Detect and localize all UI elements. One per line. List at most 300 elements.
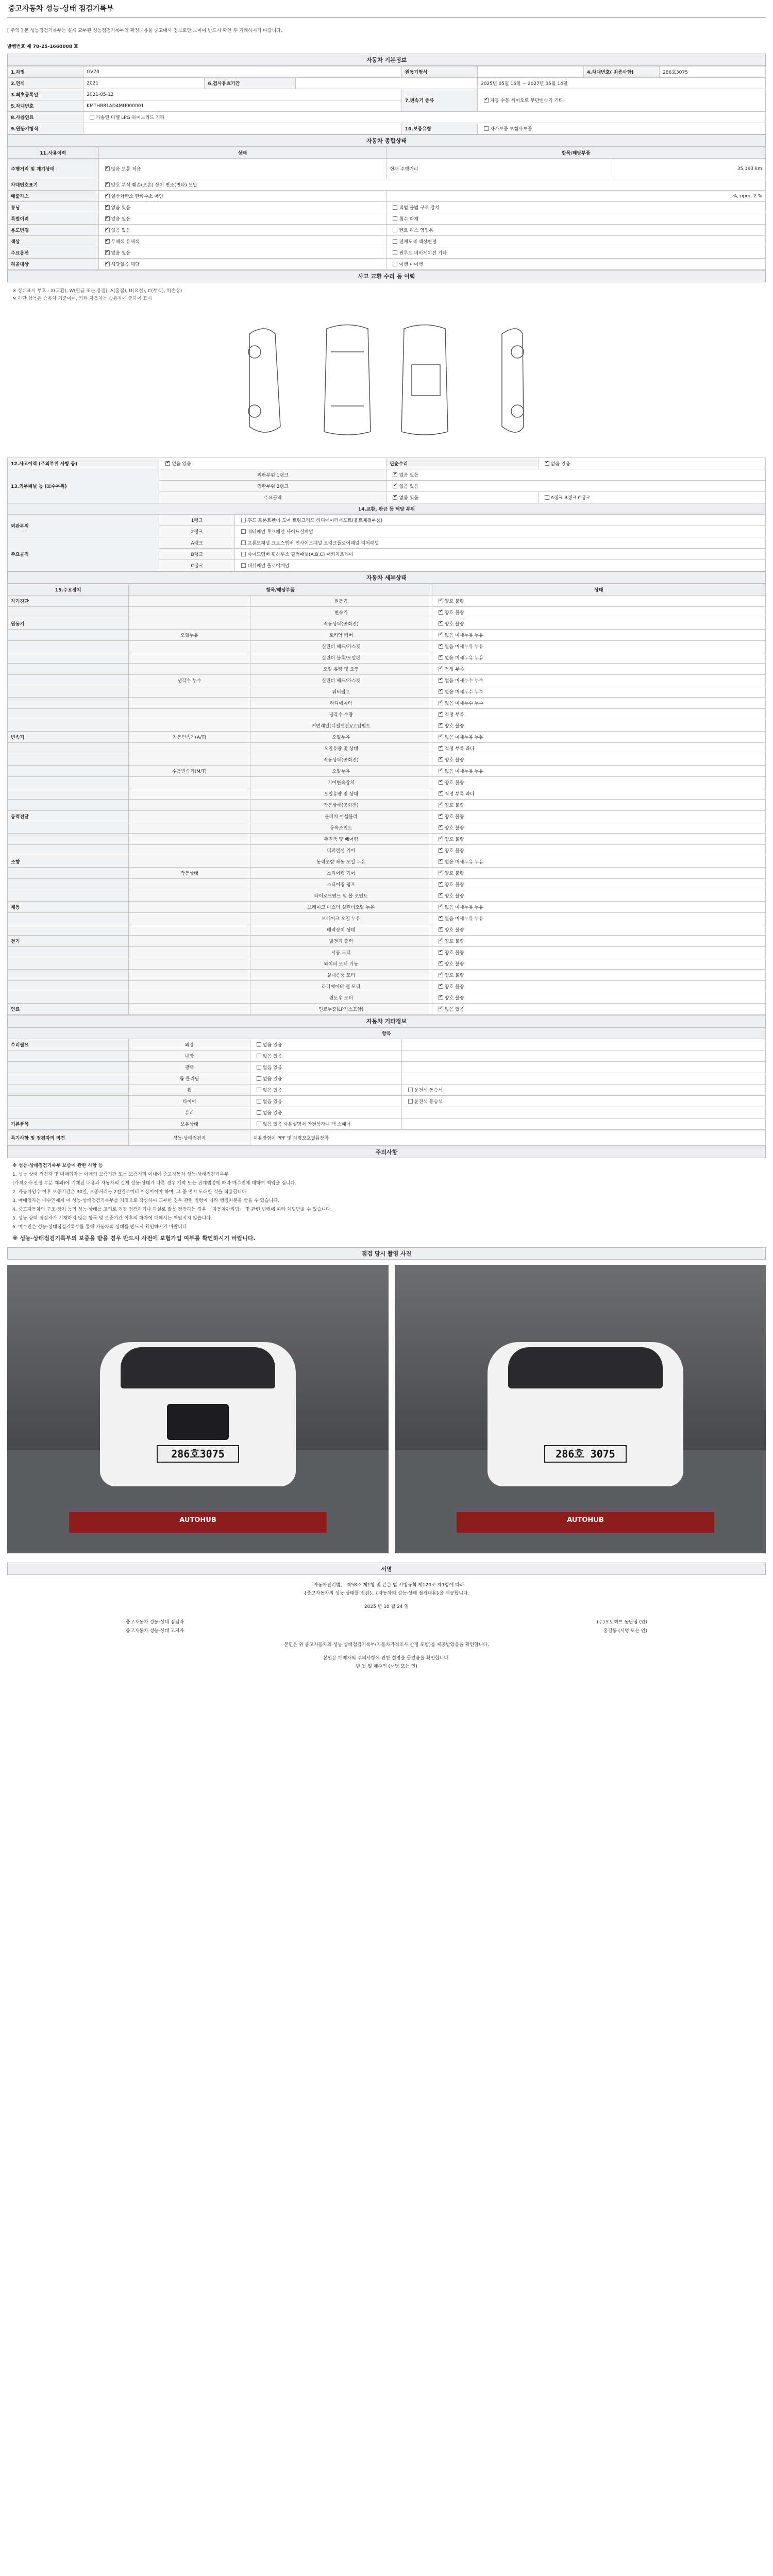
general-state: 없음 있음 bbox=[111, 217, 131, 222]
checkbox[interactable] bbox=[439, 893, 443, 898]
value-fuel bbox=[83, 112, 766, 123]
detail-state: 없음 미세누유 누유 bbox=[444, 905, 484, 910]
checkbox[interactable] bbox=[439, 769, 443, 773]
other-group bbox=[8, 1107, 129, 1118]
label-year: 2.연식 bbox=[8, 78, 83, 89]
value-vin: KMTHB81AD4MU000001 bbox=[83, 100, 402, 112]
detail-item: 발전기 출력 bbox=[250, 936, 432, 947]
checkbox[interactable] bbox=[393, 484, 397, 488]
general-head-usage: 11.사용이력 bbox=[8, 147, 99, 159]
detail-sub bbox=[129, 936, 250, 947]
detail-row bbox=[8, 879, 766, 890]
detail-state: 없음 미세누수 누수 bbox=[444, 690, 484, 695]
detail-row bbox=[8, 834, 766, 845]
value-year: 2021 bbox=[83, 78, 205, 89]
detail-row bbox=[8, 698, 766, 709]
detail-state: 양호 불량 bbox=[444, 781, 464, 786]
basic-info-table bbox=[7, 66, 766, 134]
detail-item: 동력조향 작동 오일 누유 bbox=[250, 856, 432, 868]
detail-state: 양호 불량 bbox=[444, 894, 464, 899]
detail-item: 추진축 및 베어링 bbox=[250, 834, 432, 845]
section-title-notes: 주의사항 bbox=[7, 1146, 766, 1158]
checkbox[interactable] bbox=[393, 472, 397, 477]
other-group bbox=[8, 1096, 129, 1107]
legend-line: ※ 상태표시 부호 : X(교환), W(판금 또는 용접), A(흠집), U(요철), C(부식), T(손상) bbox=[12, 289, 182, 294]
detail-sub bbox=[129, 992, 250, 1004]
detail-row bbox=[8, 664, 766, 675]
general-state: 무채색 유채색 bbox=[111, 240, 140, 245]
document-title: 중고자동차 성능·상태 점검기록부 bbox=[7, 0, 766, 18]
checkbox[interactable] bbox=[165, 461, 170, 466]
other-section bbox=[7, 1015, 766, 1146]
checkbox[interactable] bbox=[257, 1110, 261, 1115]
label-engine-type: 원동기형식 bbox=[401, 66, 477, 78]
checkbox[interactable] bbox=[105, 166, 110, 171]
detail-sub bbox=[129, 686, 250, 698]
other-state: 없음 있음 bbox=[262, 1043, 282, 1048]
detail-sub bbox=[129, 913, 250, 924]
general-head-state: 상태 bbox=[98, 147, 386, 159]
detail-item: 실내송풍 모터 bbox=[250, 970, 432, 981]
detail-group bbox=[8, 698, 129, 709]
general-note: 썬루프 네비게이션 기타 bbox=[399, 251, 447, 256]
detail-group bbox=[8, 970, 129, 981]
detail-group bbox=[8, 743, 129, 754]
checkbox[interactable] bbox=[439, 848, 443, 853]
mileage-value: 35,193 km bbox=[614, 159, 765, 179]
detail-group: 연료 bbox=[8, 1004, 129, 1015]
detail-sub bbox=[129, 1004, 250, 1015]
value-first-registration: 2021-05-12 bbox=[83, 89, 402, 100]
detail-row bbox=[8, 709, 766, 720]
value-inspection-validity: 2025년 05월 15일 ~ 2027년 05월 14일 bbox=[478, 78, 766, 89]
accident-table bbox=[7, 457, 766, 571]
other-item: 휠 bbox=[129, 1084, 250, 1096]
detail-item: 커먼레일(디젤엔진)/고압펌프 bbox=[250, 720, 432, 732]
general-state: 많음 보통 적음 bbox=[111, 167, 141, 172]
checkbox[interactable] bbox=[393, 239, 397, 244]
checkbox[interactable] bbox=[439, 689, 443, 694]
checkbox[interactable] bbox=[105, 216, 110, 221]
detail-sub: 작동상태 bbox=[129, 868, 250, 879]
checkbox[interactable] bbox=[393, 205, 397, 210]
other-table bbox=[7, 1027, 766, 1130]
detail-row bbox=[8, 1004, 766, 1015]
detail-row bbox=[8, 720, 766, 732]
checkbox[interactable] bbox=[545, 495, 549, 500]
checkbox[interactable] bbox=[439, 791, 443, 796]
sign-line: {중고자동차의 성능·상태를 점검}, {자동차의 성능·상태 점검내용}을 제공합니다. bbox=[304, 1591, 469, 1596]
general-label: 리콜대상 bbox=[8, 259, 99, 270]
value-warranty bbox=[478, 123, 766, 134]
notifier-sign: 홍길동 (서명 또는 인) bbox=[603, 1629, 647, 1634]
detail-state: 양호 불량 bbox=[444, 803, 464, 808]
detail-item: 오일유량 및 상태 bbox=[250, 743, 432, 754]
panel-value: 없음 있음 bbox=[399, 473, 419, 478]
note-item: 5. 성능·상태 점검자가 기재하지 않은 항목 및 보증기간 이후의 하자에 대해서는 책임지지 않습니다. bbox=[12, 1216, 212, 1221]
panel-side: 주요골격 bbox=[8, 537, 159, 571]
checkbox[interactable] bbox=[439, 655, 443, 660]
panel-sub: 외판부위 1랭크 bbox=[159, 469, 386, 481]
general-label: 주행거리 및 계기상태 bbox=[8, 159, 99, 179]
panel-rank: C랭크 bbox=[159, 560, 235, 571]
detail-item: 기어변속장치 bbox=[250, 777, 432, 788]
panel-side: 외판부위 bbox=[8, 515, 159, 537]
detail-section bbox=[7, 571, 766, 1015]
detail-state: 적정 부족 bbox=[444, 713, 464, 718]
detail-group bbox=[8, 607, 129, 618]
general-head-items: 항목/해당부품 bbox=[386, 147, 766, 159]
car-diagram bbox=[7, 303, 766, 457]
checkbox[interactable] bbox=[105, 205, 110, 210]
checkbox[interactable] bbox=[545, 461, 549, 466]
detail-row bbox=[8, 675, 766, 686]
detail-sub bbox=[129, 743, 250, 754]
label-inspection-validity: 6.검사유효기간 bbox=[205, 78, 296, 89]
detail-item: 오일누유 bbox=[250, 732, 432, 743]
value-engine-type bbox=[478, 66, 584, 78]
checkbox[interactable] bbox=[105, 250, 110, 255]
checkbox[interactable] bbox=[90, 115, 94, 120]
detail-group bbox=[8, 981, 129, 992]
notes-body bbox=[7, 1158, 766, 1247]
detail-state: 양호 불량 bbox=[444, 996, 464, 1001]
checkbox[interactable] bbox=[439, 995, 443, 1000]
general-label: 주요옵션 bbox=[8, 247, 99, 259]
general-note: 이행 미이행 bbox=[399, 262, 423, 267]
detail-row bbox=[8, 970, 766, 981]
detail-state: 없음 미세누수 누수 bbox=[444, 679, 484, 684]
section-title-detail: 자동차 세부상태 bbox=[7, 571, 766, 584]
detail-state: 적정 부족 과다 bbox=[444, 747, 475, 752]
other-item: 외장 bbox=[129, 1039, 250, 1050]
checkbox[interactable] bbox=[105, 239, 110, 244]
other-item: 룸 클리닝 bbox=[129, 1073, 250, 1084]
checkbox[interactable] bbox=[439, 905, 443, 909]
checkbox[interactable] bbox=[439, 723, 443, 728]
checkbox[interactable] bbox=[393, 228, 397, 232]
front-photo bbox=[7, 1265, 389, 1553]
detail-item: 브레이크 마스터 실린더오일 누유 bbox=[250, 902, 432, 913]
detail-sub bbox=[129, 788, 250, 800]
detail-state: 양호 불량 bbox=[444, 849, 464, 854]
panel-rank: 2랭크 bbox=[159, 526, 235, 537]
detail-sub bbox=[129, 834, 250, 845]
detail-head-device: 15.주요장치 bbox=[8, 584, 129, 596]
detail-row bbox=[8, 890, 766, 902]
detail-state: 양호 불량 bbox=[444, 826, 464, 831]
checkbox[interactable] bbox=[241, 540, 246, 545]
checkbox[interactable] bbox=[484, 98, 489, 103]
checkbox[interactable] bbox=[439, 712, 443, 717]
rear-photo bbox=[395, 1265, 766, 1553]
checkbox[interactable] bbox=[439, 939, 443, 943]
checkbox[interactable] bbox=[393, 495, 397, 500]
detail-group bbox=[8, 664, 129, 675]
detail-sub bbox=[129, 607, 250, 618]
notes-bold: ※ 성능·상태점검기록부의 보증을 받을 경우 반드시 사전에 보험가입 여부를 확인하시기 바랍니다. bbox=[12, 1235, 256, 1242]
car-rear-image bbox=[488, 1342, 683, 1486]
checkbox[interactable] bbox=[439, 701, 443, 705]
general-note: 침수 화재 bbox=[399, 217, 419, 222]
detail-sub: 자동변속기(A/T) bbox=[129, 732, 250, 743]
checkbox[interactable] bbox=[439, 678, 443, 683]
detail-row bbox=[8, 630, 766, 641]
detail-sub: 오일누유 bbox=[129, 630, 250, 641]
detail-item: 변속기 bbox=[250, 607, 432, 618]
other-group: 수리필요 bbox=[8, 1039, 129, 1050]
detail-item: 냉각수 수량 bbox=[250, 709, 432, 720]
detail-group bbox=[8, 788, 129, 800]
panel-parts: 사이드멤버 휠하우스 필러패널(A,B,C) 패키지트레이 bbox=[247, 552, 354, 557]
detail-sub bbox=[129, 890, 250, 902]
panel-parts: 프론트패널 크로스멤버 인사이드패널 트렁크플로어패널 리어패널 bbox=[247, 541, 379, 546]
general-label: 색상 bbox=[8, 236, 99, 247]
panel-value: 없음 있음 bbox=[399, 484, 419, 489]
checkbox[interactable] bbox=[439, 871, 443, 875]
section-title-other: 자동차 기타정보 bbox=[7, 1015, 766, 1027]
checkbox[interactable] bbox=[439, 780, 443, 785]
panel-rank: A랭크 bbox=[159, 537, 235, 549]
checkbox[interactable] bbox=[439, 973, 443, 977]
detail-item: 오일누유 bbox=[250, 766, 432, 777]
checkbox[interactable] bbox=[439, 961, 443, 966]
checkbox[interactable] bbox=[439, 644, 443, 649]
general-state: 없음 있음 bbox=[111, 206, 131, 211]
detail-sub bbox=[129, 845, 250, 856]
checkbox[interactable] bbox=[105, 182, 110, 187]
detail-item: 실린더 블록/오일팬 bbox=[250, 652, 432, 664]
detail-item: 스티어링 기어 bbox=[250, 868, 432, 879]
detail-sub bbox=[129, 879, 250, 890]
issue-suffix: 호 bbox=[74, 44, 78, 49]
detail-row bbox=[8, 766, 766, 777]
checkbox[interactable] bbox=[439, 757, 443, 762]
section-title-accident: 사고 교환 수리 등 이력 bbox=[7, 270, 766, 282]
detail-group bbox=[8, 913, 129, 924]
detail-row bbox=[8, 992, 766, 1004]
checkbox[interactable] bbox=[257, 1099, 261, 1104]
detail-head-items: 항목/해당부품 bbox=[129, 584, 432, 596]
detail-sub bbox=[129, 754, 250, 766]
photos-section bbox=[7, 1247, 766, 1553]
detail-state: 양호 불량 bbox=[444, 599, 464, 604]
checkbox[interactable] bbox=[439, 859, 443, 864]
note-item: 1. 성능·상태 점검자 및 매매업자는 아래의 보증기간 또는 보증거리 이내에 중고자동차 성능·상태점검기록부 bbox=[12, 1172, 229, 1177]
general-state: 양호 부식 훼손(오손) 상이 변조(변타) 도말 bbox=[111, 183, 197, 188]
checkbox[interactable] bbox=[439, 746, 443, 751]
checkbox[interactable] bbox=[439, 803, 443, 807]
checkbox[interactable] bbox=[439, 633, 443, 637]
buyer-sign-line: 년 월 일 매수인 (서명 또는 인) bbox=[356, 1664, 417, 1669]
general-note: 렌트 리스 영업용 bbox=[399, 228, 434, 233]
other-group bbox=[8, 1073, 129, 1084]
checkbox[interactable] bbox=[257, 1042, 261, 1047]
other-state: 없음 있음 bbox=[262, 1065, 282, 1071]
checkbox[interactable] bbox=[439, 735, 443, 739]
detail-state: 양호 불량 bbox=[444, 622, 464, 627]
detail-state: 양호 불량 bbox=[444, 951, 464, 956]
detail-group: 조향 bbox=[8, 856, 129, 868]
general-state: 해당없음 해당 bbox=[111, 262, 140, 267]
note-item: 4. 중고자동차의 구조·장치 등의 성능·상태를 고의로 거짓 점검하거나 과실로 잘못 점검하는 경우 「자동차관리법」 및 관련 법령에 따라 처벌받을 수 있습니다. bbox=[12, 1207, 332, 1212]
detail-sub bbox=[129, 641, 250, 652]
detail-item: 배력장치 상태 bbox=[250, 924, 432, 936]
detail-group bbox=[8, 630, 129, 641]
detail-state: 없음 미세누유 누유 bbox=[444, 860, 484, 865]
checkbox[interactable] bbox=[105, 194, 110, 198]
accident-label: 12.사고이력 (주의부위 사항 등) bbox=[8, 458, 159, 469]
general-note: 현재 주행거리 bbox=[386, 159, 614, 179]
detail-row bbox=[8, 913, 766, 924]
checkbox[interactable] bbox=[241, 518, 246, 522]
detail-item: 오일유량 및 상태 bbox=[250, 788, 432, 800]
other-state: 없음 있음 bbox=[262, 1088, 282, 1093]
lift-logo: AUTOHUB bbox=[179, 1516, 216, 1524]
detail-row bbox=[8, 822, 766, 834]
checkbox[interactable] bbox=[439, 621, 443, 626]
detail-state: 없음 미세누유 누유 bbox=[444, 917, 484, 922]
detail-row bbox=[8, 754, 766, 766]
checkbox[interactable] bbox=[257, 1076, 261, 1081]
checkbox[interactable] bbox=[439, 1007, 443, 1011]
section-title-photos: 점검 당시 촬영 사진 bbox=[7, 1247, 766, 1260]
front-plate: 286호3075 bbox=[157, 1445, 239, 1463]
sign-body bbox=[7, 1575, 766, 1617]
detail-sub bbox=[129, 618, 250, 630]
checkbox[interactable] bbox=[439, 916, 443, 921]
detail-group bbox=[8, 992, 129, 1004]
checkbox[interactable] bbox=[241, 529, 246, 534]
checkbox[interactable] bbox=[408, 1088, 413, 1092]
other-state: 없음 있음 bbox=[262, 1111, 282, 1116]
checkbox[interactable] bbox=[257, 1122, 261, 1126]
detail-group bbox=[8, 686, 129, 698]
detail-group bbox=[8, 754, 129, 766]
checkbox[interactable] bbox=[439, 610, 443, 615]
detail-group bbox=[8, 652, 129, 664]
detail-row bbox=[8, 777, 766, 788]
detail-item: 디퍼렌셜 기어 bbox=[250, 845, 432, 856]
other-item: 타이어 bbox=[129, 1096, 250, 1107]
general-label: 튜닝 bbox=[8, 202, 99, 213]
checkbox[interactable] bbox=[439, 882, 443, 887]
checkbox[interactable] bbox=[241, 563, 246, 568]
general-state: 일산화탄소 탄화수소 매연 bbox=[111, 194, 163, 199]
detail-sub bbox=[129, 652, 250, 664]
detail-state: 없음 미세누유 누유 bbox=[444, 735, 484, 740]
sign-date: 2025 년 10 월 24 일 bbox=[364, 1604, 409, 1609]
buyer-confirm: 본인은 매매자의 주의사항에 관한 설명을 들었음을 확인합니다. bbox=[323, 1656, 450, 1661]
detail-state: 없음 미세누수 누수 bbox=[444, 701, 484, 706]
other-item: 내장 bbox=[129, 1050, 250, 1062]
note-item: 6. 매수인은 성능·상태점검기록부를 통해 자동차의 상태를 반드시 확인하시기 바랍니다. bbox=[12, 1225, 189, 1230]
checkbox[interactable] bbox=[439, 927, 443, 932]
checkbox[interactable] bbox=[257, 1065, 261, 1070]
detail-sub bbox=[129, 981, 250, 992]
lift-logo: AUTOHUB bbox=[567, 1516, 604, 1524]
detail-row bbox=[8, 856, 766, 868]
checkbox[interactable] bbox=[439, 667, 443, 671]
general-note: %, ppm, 2 % bbox=[386, 191, 766, 202]
panel-parts: 대쉬패널 플로어패널 bbox=[247, 564, 290, 569]
detail-state: 양호 불량 bbox=[444, 871, 464, 876]
detail-item: 연료누출(LP가스포함) bbox=[250, 1004, 432, 1015]
detail-state: 양호 불량 bbox=[444, 611, 464, 616]
panel-label: 13.외부패널 등 (보수부위) bbox=[8, 469, 159, 503]
detail-sub: 냉각수 누수 bbox=[129, 675, 250, 686]
other-state: 없음 있음 bbox=[262, 1099, 282, 1105]
detail-item: 클러치 어셈블리 bbox=[250, 811, 432, 822]
detail-sub bbox=[129, 924, 250, 936]
issue-value: 70-25-1660008 bbox=[32, 44, 73, 49]
detail-group bbox=[8, 879, 129, 890]
sign-line: 「자동차관리법」 제58조 제1항 및 같은 법 시행규칙 제120조 제1항에 따라 bbox=[309, 1583, 464, 1588]
checkbox[interactable] bbox=[439, 837, 443, 841]
checkbox[interactable] bbox=[257, 1088, 261, 1092]
section-title-sign: 서명 bbox=[7, 1563, 766, 1575]
detail-row bbox=[8, 732, 766, 743]
detail-head-state: 상태 bbox=[432, 584, 765, 596]
detail-sub bbox=[129, 777, 250, 788]
other-state: 없음 있음 bbox=[262, 1077, 282, 1082]
detail-item: 로커암 커버 bbox=[250, 630, 432, 641]
checkbox[interactable] bbox=[484, 126, 489, 131]
accident-value: 없음 있음 bbox=[172, 462, 191, 467]
detail-item: 라디에이터 팬 모터 bbox=[250, 981, 432, 992]
checkbox[interactable] bbox=[257, 1054, 261, 1058]
checkbox[interactable] bbox=[439, 599, 443, 603]
detail-row bbox=[8, 924, 766, 936]
other-row bbox=[8, 1107, 766, 1118]
checkbox[interactable] bbox=[439, 984, 443, 989]
detail-item: 워터펌프 bbox=[250, 686, 432, 698]
detail-row bbox=[8, 607, 766, 618]
detail-group bbox=[8, 958, 129, 970]
other-row bbox=[8, 1062, 766, 1073]
checkbox[interactable] bbox=[439, 814, 443, 819]
checkbox[interactable] bbox=[393, 216, 397, 221]
detail-item: 등속조인트 bbox=[250, 822, 432, 834]
detail-item: 라디에이터 bbox=[250, 698, 432, 709]
general-state: 없음 있음 bbox=[111, 228, 131, 233]
checkbox[interactable] bbox=[241, 552, 246, 556]
detail-state: 없음 미세누유 누유 bbox=[444, 656, 484, 661]
checkbox[interactable] bbox=[408, 1099, 413, 1104]
detail-row bbox=[8, 596, 766, 607]
checkbox[interactable] bbox=[439, 950, 443, 955]
detail-group bbox=[8, 834, 129, 845]
other-group bbox=[8, 1050, 129, 1062]
other-row bbox=[8, 1073, 766, 1084]
detail-row bbox=[8, 981, 766, 992]
note-item: (가격조사·산정 부분 제외)에 기재된 내용과 자동차의 실제 성능·상태가 다른 경우 계약 또는 관계법령에 따라 매수인에 대하여 책임을 집니다. bbox=[12, 1181, 297, 1186]
detail-group: 전기 bbox=[8, 936, 129, 947]
other-group bbox=[8, 1062, 129, 1073]
detail-sub bbox=[129, 811, 250, 822]
frame-rank-options: A랭크 B랭크 C랭크 bbox=[550, 496, 591, 501]
detail-sub bbox=[129, 596, 250, 607]
checkbox[interactable] bbox=[439, 825, 443, 830]
checkbox[interactable] bbox=[393, 262, 397, 266]
detail-state: 양호 불량 bbox=[444, 939, 464, 944]
detail-group bbox=[8, 947, 129, 958]
checkbox[interactable] bbox=[105, 228, 110, 232]
checkbox[interactable] bbox=[105, 262, 110, 266]
detail-sub bbox=[129, 800, 250, 811]
opinion-inspector: 성능·상태점검자 bbox=[129, 1130, 250, 1146]
checkbox[interactable] bbox=[393, 250, 397, 255]
